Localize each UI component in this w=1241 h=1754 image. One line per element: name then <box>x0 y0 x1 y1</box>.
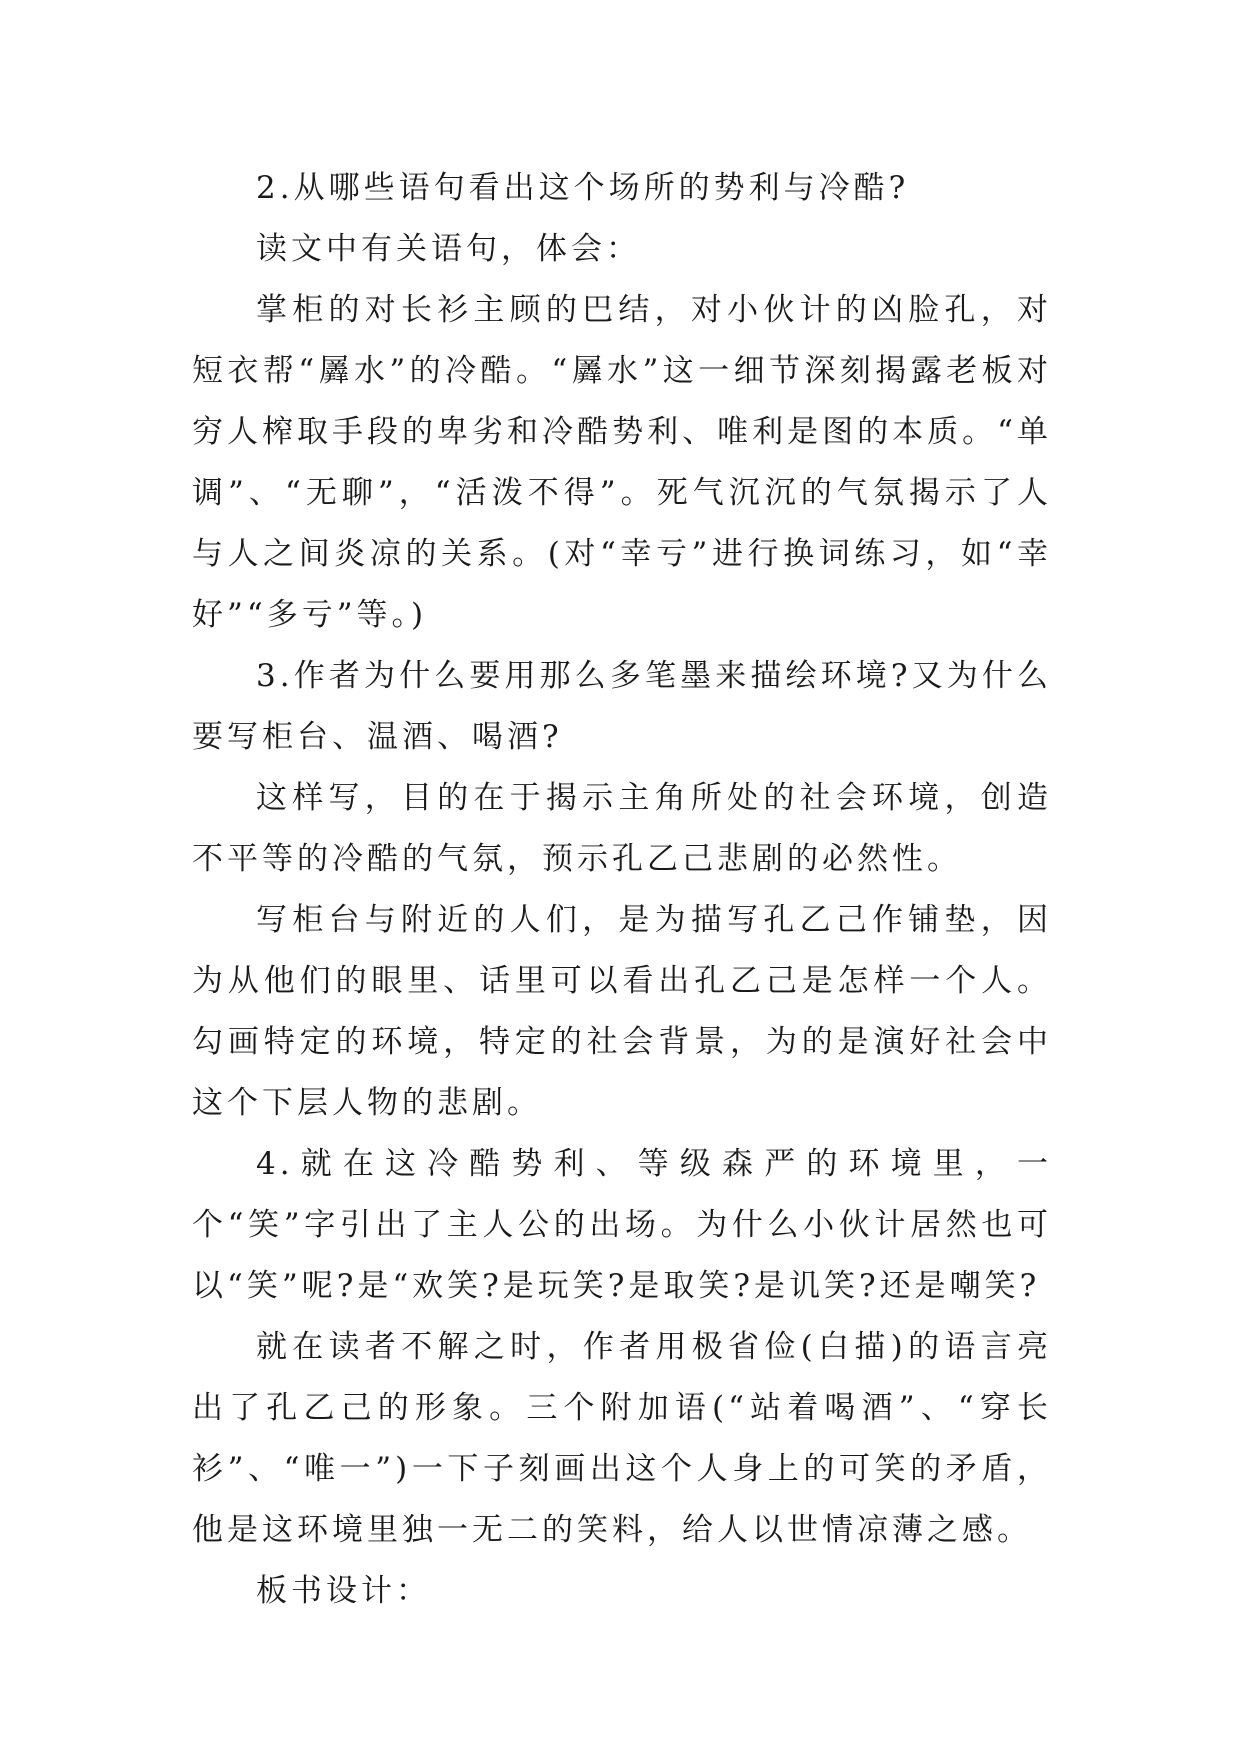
answer-2-paragraph: 掌柜的对长衫主顾的巴结，对小伙计的凶脸孔，对短衣帮“羼水”的冷酷。“羼水”这一细节深刻揭露老板对穷人榨取手段的卑劣和冷酷势利、唯利是图的本质。“单调”、“无聊”，“活泼不得”。死气沉沉的气氛揭示了人与人之间炎凉的关系。(对“幸亏”进行换词练习，如“幸好”“多亏”等。) <box>192 292 1052 633</box>
instruction-read-text: 读文中有关语句，体会： <box>256 231 641 267</box>
answer-4-paragraph: 就在读者不解之时，作者用极省俭(白描)的语言亮出了孔乙己的形象。三个附加语(“站着喝酒”、“穿长衫”、“唯一”)一下子刻画出这个人身上的可笑的矛盾，他是这环境里独一无二的笑料，给人以世情凉薄之感。 <box>192 1329 1052 1548</box>
blackboard-design-heading: 板书设计： <box>256 1573 431 1609</box>
question-4: 4.就在这冷酷势利、等级森严的环境里，一个“笑”字引出了主人公的出场。为什么小伙计居然也可以“笑”呢?是“欢笑?是玩笑?是取笑?是讥笑?还是嘲笑? <box>192 1146 1052 1304</box>
document-body <box>192 158 1052 1622</box>
question-3: 3.作者为什么要用那么多笔墨来描绘环境?又为什么要写柜台、温酒、喝酒? <box>192 658 1052 755</box>
answer-3-paragraph-1: 这样写，目的在于揭示主角所处的社会环境，创造不平等的冷酷的气氛，预示孔乙己悲剧的必然性。 <box>192 780 1052 877</box>
answer-3-paragraph-2: 写柜台与附近的人们，是为描写孔乙己作铺垫，因为从他们的眼里、话里可以看出孔乙己是怎样一个人。勾画特定的环境，特定的社会背景，为的是演好社会中这个下层人物的悲剧。 <box>192 902 1052 1121</box>
question-2: 2.从哪些语句看出这个场所的势利与冷酷? <box>256 170 910 206</box>
